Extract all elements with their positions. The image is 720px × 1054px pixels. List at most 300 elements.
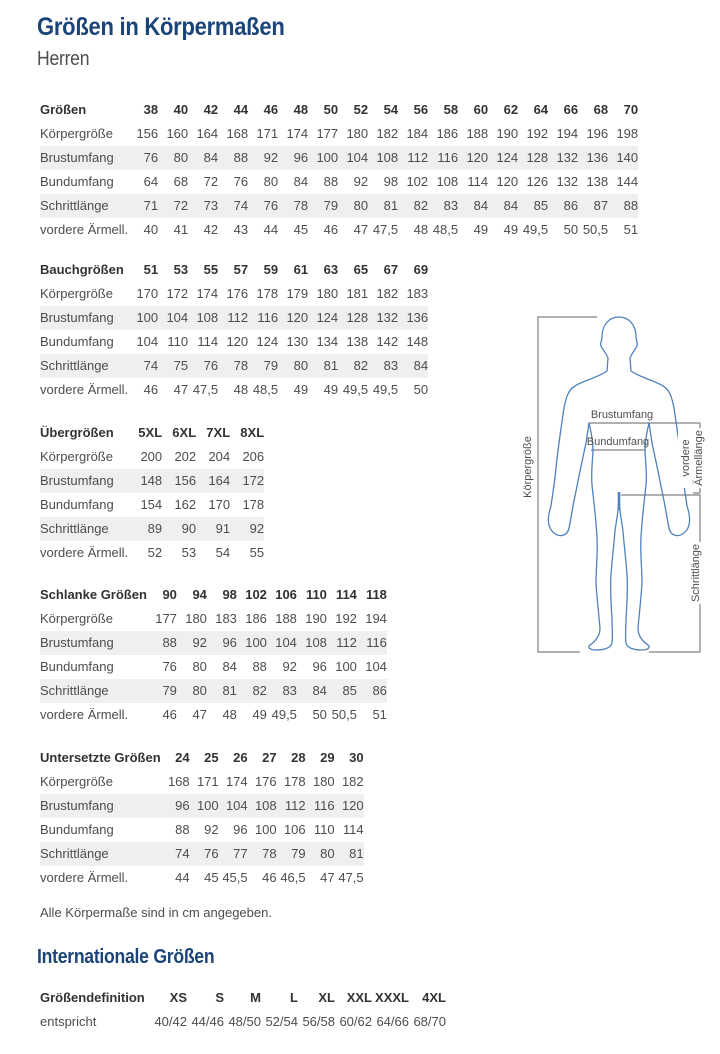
table-row — [40, 122, 638, 146]
table-cell: 49,5 — [342, 382, 369, 397]
column-header: 67 — [383, 262, 399, 277]
page-title-text: Größen in Körpermaßen — [37, 13, 285, 41]
column-header: 98 — [222, 587, 237, 602]
table-cell: 104 — [275, 635, 297, 650]
table-cell: 198 — [616, 126, 639, 141]
table-cell: 68/70 — [413, 1014, 446, 1029]
table-cell: 164 — [208, 473, 231, 488]
table-cell: 47 — [192, 707, 207, 722]
table-cell: 202 — [174, 449, 197, 464]
row-label: Körpergröße — [40, 611, 113, 626]
row-label: Bundumfang — [40, 497, 114, 512]
table-cell: 160 — [166, 126, 189, 141]
row-label: vordere Ärmell. — [40, 222, 129, 237]
table-cell: 192 — [335, 611, 357, 626]
table-cell: 88 — [252, 659, 267, 674]
table-cell: 176 — [226, 286, 249, 301]
table-cell: 171 — [256, 126, 279, 141]
table-cell: 116 — [313, 798, 335, 813]
page-subtitle-text: Herren — [37, 48, 90, 70]
column-header: 54 — [383, 102, 399, 117]
table-cell: 108 — [436, 174, 459, 189]
table-cell: 78 — [262, 846, 277, 861]
column-header: 44 — [233, 102, 249, 117]
table-cell: 82 — [353, 358, 369, 373]
table-cell: 76 — [233, 174, 249, 189]
table-cell: 120 — [286, 310, 309, 325]
row-label: Körpergröße — [40, 449, 113, 464]
row-label: Brustumfang — [40, 473, 114, 488]
column-header: 58 — [443, 102, 459, 117]
column-header: 110 — [305, 587, 327, 602]
table-cell: 49 — [503, 222, 519, 237]
table-title: Bauchgrößen — [40, 262, 124, 277]
table-cell: 81 — [383, 198, 399, 213]
table-cell: 180 — [185, 611, 207, 626]
column-header: 6XL — [172, 425, 197, 440]
table-cell: 49 — [473, 222, 489, 237]
table-cell: 180 — [312, 774, 335, 789]
table-cell: 138 — [346, 334, 369, 349]
table-cell: 60/62 — [339, 1014, 372, 1029]
table-row — [40, 794, 364, 818]
table-cell: 170 — [136, 286, 159, 301]
cm-note: Alle Körpermaße sind in cm angegeben. — [40, 905, 272, 920]
table-cell: 46 — [162, 707, 177, 722]
table-cell: 196 — [586, 126, 609, 141]
table-cell: 174 — [225, 774, 248, 789]
column-header: 69 — [413, 262, 429, 277]
table-cell: 164 — [196, 126, 219, 141]
row-label: Bundumfang — [40, 659, 114, 674]
row-label: Brustumfang — [40, 798, 114, 813]
column-header: 62 — [503, 102, 519, 117]
table-cell: 136 — [586, 150, 609, 165]
table-row — [40, 146, 638, 170]
column-header: 66 — [563, 102, 579, 117]
table-cell: 144 — [616, 174, 639, 189]
table-cell: 77 — [233, 846, 248, 861]
table-cell: 136 — [406, 310, 429, 325]
table-cell: 96 — [222, 635, 237, 650]
table-row — [40, 493, 264, 517]
table-row — [40, 517, 264, 541]
table-cell: 112 — [284, 798, 306, 813]
table-title: Untersetzte Größen — [40, 750, 161, 765]
table-cell: 179 — [286, 286, 309, 301]
table-cell: 172 — [166, 286, 189, 301]
table-cell: 82 — [252, 683, 267, 698]
diagram-label-vordere: vordere — [680, 439, 692, 477]
table-cell: 89 — [147, 521, 163, 536]
table-title: Schlanke Größen — [40, 587, 147, 602]
table-cell: 108 — [376, 150, 399, 165]
column-header: 28 — [291, 750, 306, 765]
table-cell: 108 — [196, 310, 219, 325]
header-row — [40, 986, 446, 1010]
table-cell: 116 — [437, 150, 459, 165]
table-cell: 47 — [353, 222, 369, 237]
table-cell: 83 — [443, 198, 459, 213]
column-header: 60 — [473, 102, 489, 117]
table-cell: 172 — [242, 473, 265, 488]
table-row — [40, 282, 428, 306]
column-header: 48 — [293, 102, 309, 117]
column-header: 29 — [320, 750, 335, 765]
table-cell: 128 — [526, 150, 549, 165]
column-header: M — [250, 990, 261, 1005]
table-cell: 177 — [316, 126, 339, 141]
table-cell: 52 — [147, 545, 163, 560]
table-cell: 85 — [533, 198, 549, 213]
table-cell: 148 — [140, 473, 163, 488]
table-cell: 188 — [275, 611, 297, 626]
table-cell: 140 — [616, 150, 639, 165]
table-cell: 88 — [623, 198, 639, 213]
table-cell: 182 — [341, 774, 364, 789]
table-cell: 46 — [262, 870, 277, 885]
column-header: XXXL — [375, 990, 409, 1005]
table-cell: 80 — [263, 174, 279, 189]
table-cell: 42 — [203, 222, 219, 237]
table-cell: 168 — [167, 774, 190, 789]
table-cell: 88 — [323, 174, 339, 189]
table-cell: 88 — [175, 822, 190, 837]
table-cell: 49 — [293, 382, 309, 397]
table-cell: 74 — [175, 846, 190, 861]
table-cell: 112 — [407, 150, 429, 165]
table-cell: 178 — [242, 497, 265, 512]
column-header: 26 — [233, 750, 248, 765]
column-header: XXL — [346, 990, 372, 1005]
table-cell: 73 — [203, 198, 219, 213]
table-cell: 75 — [173, 358, 189, 373]
table-cell: 81 — [349, 846, 364, 861]
table-row — [40, 541, 264, 565]
table-cell: 64/66 — [376, 1014, 409, 1029]
row-label: vordere Ärmell. — [40, 707, 129, 722]
table-cell: 132 — [556, 150, 579, 165]
table-cell: 47,5 — [372, 222, 399, 237]
table-cell: 132 — [556, 174, 579, 189]
table-cell: 180 — [316, 286, 339, 301]
table-title: Größendefinition — [40, 990, 145, 1005]
table-row — [40, 770, 364, 794]
table-row — [40, 469, 264, 493]
table-cell: 181 — [346, 286, 369, 301]
column-header: 114 — [335, 587, 357, 602]
table-cell: 47 — [320, 870, 335, 885]
column-header: 56 — [413, 102, 429, 117]
column-header: 46 — [263, 102, 279, 117]
row-label: Körpergröße — [40, 286, 113, 301]
table-cell: 87 — [593, 198, 609, 213]
table-cell: 48 — [233, 382, 249, 397]
table-cell: 92 — [353, 174, 369, 189]
table-cell: 134 — [316, 334, 339, 349]
table-cell: 78 — [293, 198, 309, 213]
column-header: 53 — [173, 262, 189, 277]
column-header: 7XL — [206, 425, 231, 440]
table-cell: 80 — [353, 198, 369, 213]
table-cell: 106 — [283, 822, 306, 837]
table-cell: 76 — [203, 358, 219, 373]
header-row — [40, 258, 428, 282]
table-cell: 204 — [208, 449, 231, 464]
row-label: entspricht — [40, 1014, 97, 1029]
table-row — [40, 866, 364, 890]
table-cell: 108 — [305, 635, 327, 650]
row-label: Schrittlänge — [40, 683, 109, 698]
table-cell: 110 — [313, 822, 335, 837]
diagram-label-koerpergroesse: Körpergröße — [522, 436, 534, 498]
table-cell: 56/58 — [302, 1014, 335, 1029]
table-cell: 40/42 — [154, 1014, 187, 1029]
column-header: 59 — [263, 262, 279, 277]
table-cell: 177 — [155, 611, 177, 626]
column-header: 106 — [275, 587, 297, 602]
column-header: 27 — [262, 750, 277, 765]
table-cell: 156 — [136, 126, 159, 141]
table-cell: 50,5 — [331, 707, 357, 722]
diagram-label-aermellaenge: Ärmellänge — [693, 430, 705, 486]
column-header: XS — [169, 990, 187, 1005]
table-row — [40, 354, 428, 378]
table-cell: 190 — [496, 126, 519, 141]
column-header: 24 — [175, 750, 190, 765]
table-row — [40, 218, 638, 242]
table-cell: 168 — [226, 126, 249, 141]
table-cell: 98 — [383, 174, 399, 189]
table-cell: 176 — [254, 774, 277, 789]
row-label: Brustumfang — [40, 310, 114, 325]
table-cell: 81 — [323, 358, 339, 373]
table-cell: 156 — [174, 473, 197, 488]
table-cell: 79 — [291, 846, 306, 861]
table-cell: 174 — [286, 126, 309, 141]
table-cell: 100 — [196, 798, 219, 813]
table-cell: 86 — [563, 198, 579, 213]
column-header: 30 — [349, 750, 364, 765]
table-cell: 51 — [623, 222, 639, 237]
table-cell: 84 — [413, 358, 429, 373]
column-header: 38 — [143, 102, 159, 117]
table-cell: 190 — [305, 611, 327, 626]
column-header: 102 — [245, 587, 267, 602]
measurement-lines — [538, 317, 700, 652]
table-cell: 188 — [466, 126, 489, 141]
table-cell: 100 — [245, 635, 267, 650]
table-cell: 83 — [383, 358, 399, 373]
column-header: 118 — [365, 587, 387, 602]
table-cell: 51 — [372, 707, 387, 722]
page-subtitle — [37, 48, 720, 70]
koerpergroesse-bracket — [538, 317, 597, 652]
table-cell: 206 — [242, 449, 265, 464]
row-label: Bundumfang — [40, 822, 114, 837]
row-label: Bundumfang — [40, 334, 114, 349]
table-row — [40, 655, 387, 679]
table-cell: 112 — [227, 310, 249, 325]
table-cell: 194 — [365, 611, 387, 626]
table-cell: 55 — [249, 545, 265, 560]
table-cell: 40 — [143, 222, 159, 237]
table-cell: 46 — [323, 222, 339, 237]
table-cell: 46 — [143, 382, 159, 397]
table-cell: 48 — [222, 707, 237, 722]
table-cell: 142 — [376, 334, 399, 349]
column-header: 90 — [162, 587, 177, 602]
table-cell: 54 — [215, 545, 231, 560]
column-header: 94 — [192, 587, 207, 602]
table-row — [40, 679, 387, 703]
table-cell: 46,5 — [280, 870, 306, 885]
table-cell: 116 — [257, 310, 279, 325]
table-row — [40, 330, 428, 354]
table-cell: 178 — [283, 774, 306, 789]
row-label: Schrittlänge — [40, 521, 109, 536]
column-header: 55 — [203, 262, 219, 277]
table-cell: 41 — [173, 222, 189, 237]
table-cell: 45,5 — [222, 870, 248, 885]
size-table-uebergroessen — [40, 421, 264, 565]
table-cell: 114 — [342, 822, 364, 837]
row-label: vordere Ärmell. — [40, 545, 129, 560]
table-cell: 81 — [222, 683, 237, 698]
table-cell: 71 — [143, 198, 159, 213]
table-cell: 100 — [335, 659, 357, 674]
table-cell: 48,5 — [432, 222, 459, 237]
table-title: Übergrößen — [40, 425, 114, 440]
row-label: Brustumfang — [40, 635, 114, 650]
column-header: L — [290, 990, 298, 1005]
table-row — [40, 607, 387, 631]
table-row — [40, 170, 638, 194]
size-table-schlanke-groessen — [40, 583, 387, 727]
column-header: 51 — [143, 262, 159, 277]
column-header: 25 — [204, 750, 219, 765]
table-cell: 84 — [203, 150, 219, 165]
row-label: vordere Ärmell. — [40, 870, 129, 885]
table-cell: 171 — [196, 774, 219, 789]
size-table-groessen — [40, 98, 638, 242]
table-cell: 50 — [312, 707, 327, 722]
body-outline — [549, 317, 690, 650]
row-label: Schrittlänge — [40, 198, 109, 213]
intl-sizes-title — [37, 944, 720, 970]
table-cell: 72 — [173, 198, 189, 213]
table-cell: 124 — [496, 150, 519, 165]
table-cell: 84 — [503, 198, 519, 213]
table-cell: 88 — [233, 150, 249, 165]
diagram-label-brustumfang: Brustumfang — [590, 409, 654, 421]
table-cell: 180 — [346, 126, 369, 141]
table-row — [40, 378, 428, 402]
table-cell: 79 — [323, 198, 339, 213]
column-header: 57 — [233, 262, 249, 277]
table-cell: 126 — [526, 174, 549, 189]
table-cell: 76 — [204, 846, 219, 861]
table-cell: 120 — [466, 150, 489, 165]
table-cell: 114 — [467, 174, 489, 189]
table-cell: 48,5 — [252, 382, 279, 397]
table-cell: 132 — [376, 310, 399, 325]
table-cell: 74 — [233, 198, 249, 213]
table-cell: 104 — [365, 659, 387, 674]
column-header: 63 — [323, 262, 339, 277]
row-label: Körpergröße — [40, 126, 113, 141]
column-header: 50 — [323, 102, 339, 117]
table-cell: 74 — [143, 358, 159, 373]
table-cell: 78 — [233, 358, 249, 373]
page-title — [37, 14, 720, 40]
header-row — [40, 746, 364, 770]
table-cell: 49,5 — [522, 222, 549, 237]
table-cell: 49,5 — [372, 382, 399, 397]
table-cell: 44/46 — [191, 1014, 224, 1029]
column-header: 4XL — [422, 990, 446, 1005]
table-cell: 96 — [293, 150, 309, 165]
table-cell: 72 — [203, 174, 219, 189]
table-cell: 104 — [346, 150, 369, 165]
row-label: Schrittlänge — [40, 846, 109, 861]
column-header: 61 — [293, 262, 309, 277]
row-label: Brustumfang — [40, 150, 114, 165]
header-row — [40, 98, 638, 122]
table-cell: 178 — [256, 286, 279, 301]
row-label: Körpergröße — [40, 774, 113, 789]
table-cell: 102 — [406, 174, 429, 189]
table-cell: 83 — [282, 683, 297, 698]
table-cell: 76 — [143, 150, 159, 165]
table-cell: 192 — [526, 126, 549, 141]
table-cell: 80 — [293, 358, 309, 373]
table-cell: 84 — [222, 659, 237, 674]
table-cell: 184 — [406, 126, 429, 141]
column-header: XL — [318, 990, 335, 1005]
table-cell: 183 — [406, 286, 429, 301]
table-cell: 148 — [406, 334, 429, 349]
table-cell: 96 — [233, 822, 248, 837]
table-cell: 50 — [413, 382, 429, 397]
table-cell: 96 — [312, 659, 327, 674]
table-cell: 86 — [372, 683, 387, 698]
table-cell: 92 — [282, 659, 297, 674]
row-label: vordere Ärmell. — [40, 382, 129, 397]
table-cell: 49 — [252, 707, 267, 722]
row-label: Bundumfang — [40, 174, 114, 189]
table-row — [40, 306, 428, 330]
table-cell: 100 — [316, 150, 339, 165]
column-header: 52 — [353, 102, 369, 117]
table-cell: 43 — [233, 222, 249, 237]
table-cell: 47,5 — [192, 382, 219, 397]
table-cell: 154 — [140, 497, 163, 512]
table-cell: 96 — [175, 798, 190, 813]
table-cell: 79 — [263, 358, 279, 373]
body-measurement-diagram — [512, 295, 720, 675]
table-cell: 110 — [167, 334, 189, 349]
table-cell: 79 — [162, 683, 177, 698]
table-cell: 49 — [323, 382, 339, 397]
table-cell: 124 — [256, 334, 279, 349]
table-cell: 68 — [173, 174, 189, 189]
table-cell: 174 — [196, 286, 219, 301]
header-row — [40, 583, 387, 607]
table-cell: 104 — [225, 798, 248, 813]
size-table-bauchgroessen — [40, 258, 428, 402]
table-row — [40, 1010, 446, 1034]
